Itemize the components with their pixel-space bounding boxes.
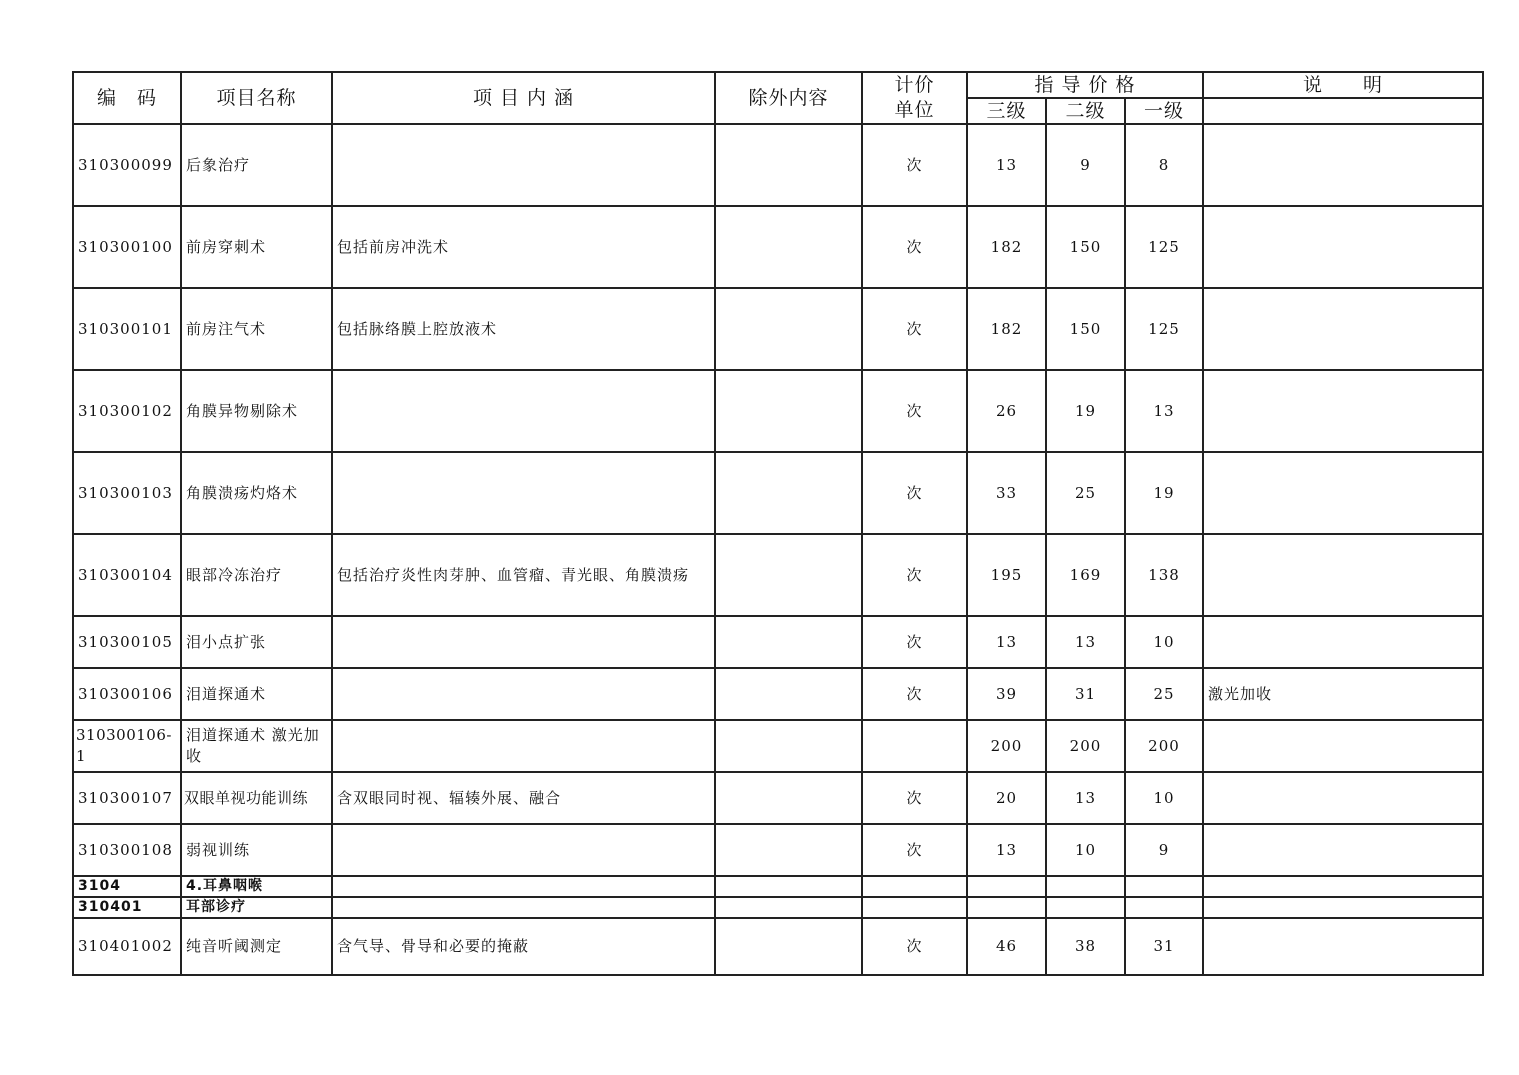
- cell-name: 前房穿刺术: [181, 206, 332, 288]
- cell-price1: 25: [1125, 668, 1203, 720]
- cell-content: [332, 720, 715, 772]
- table-row: [73, 370, 1483, 452]
- header-level2: 二级: [1046, 98, 1125, 124]
- cell-exclude: [715, 206, 862, 288]
- cell-price2: 38: [1046, 918, 1125, 975]
- cell-note: [1203, 124, 1483, 206]
- cell-price2: 19: [1046, 370, 1125, 452]
- cell-unit: 次: [862, 668, 967, 720]
- cell-price2: 13: [1046, 772, 1125, 824]
- section-row: [73, 897, 1483, 918]
- cell-name: 弱视训练: [181, 824, 332, 876]
- table-row: [73, 668, 1483, 720]
- header-price-group: 指 导 价 格: [967, 72, 1203, 98]
- cell-price2: 25: [1046, 452, 1125, 534]
- header-level3: 三级: [967, 98, 1046, 124]
- cell-name: 后象治疗: [181, 124, 332, 206]
- cell-content: 包括治疗炎性肉芽肿、血管瘤、青光眼、角膜溃疡: [332, 534, 715, 616]
- cell-content: 包括脉络膜上腔放液术: [332, 288, 715, 370]
- cell-price2: 9: [1046, 124, 1125, 206]
- table-row: [73, 918, 1483, 975]
- cell-price1: 19: [1125, 452, 1203, 534]
- cell-price2: 150: [1046, 288, 1125, 370]
- cell-unit: [862, 876, 967, 897]
- cell-name: 双眼单视功能训练: [181, 772, 332, 824]
- table-row: [73, 452, 1483, 534]
- cell-code: 310300103: [73, 452, 181, 534]
- cell-price3: 13: [967, 824, 1046, 876]
- cell-content: [332, 897, 715, 918]
- cell-code: 310300101: [73, 288, 181, 370]
- cell-code: 3104: [73, 876, 181, 897]
- cell-content: 包括前房冲洗术: [332, 206, 715, 288]
- cell-exclude: [715, 720, 862, 772]
- cell-price3: 200: [967, 720, 1046, 772]
- cell-unit: [862, 897, 967, 918]
- cell-note: [1203, 897, 1483, 918]
- cell-unit: 次: [862, 206, 967, 288]
- cell-unit: 次: [862, 534, 967, 616]
- cell-name: 泪道探通术 激光加收: [181, 720, 332, 772]
- cell-note: 激光加收: [1203, 668, 1483, 720]
- cell-price3: 39: [967, 668, 1046, 720]
- cell-price1: 125: [1125, 288, 1203, 370]
- cell-exclude: [715, 897, 862, 918]
- cell-name: 角膜溃疡灼烙术: [181, 452, 332, 534]
- cell-price2: [1046, 876, 1125, 897]
- cell-name: 4.耳鼻咽喉: [181, 876, 332, 897]
- cell-content: [332, 616, 715, 668]
- cell-note: [1203, 918, 1483, 975]
- cell-price2: 200: [1046, 720, 1125, 772]
- table-row: [73, 124, 1483, 206]
- price-table: [72, 71, 1484, 976]
- cell-price3: 13: [967, 616, 1046, 668]
- cell-code: 310300107: [73, 772, 181, 824]
- cell-name: 眼部冷冻治疗: [181, 534, 332, 616]
- cell-content: 含双眼同时视、辐辏外展、融合: [332, 772, 715, 824]
- cell-code: 310300106-1: [73, 720, 181, 772]
- cell-code: 310401002: [73, 918, 181, 975]
- cell-price1: 10: [1125, 616, 1203, 668]
- cell-name: 泪道探通术: [181, 668, 332, 720]
- cell-price1: 125: [1125, 206, 1203, 288]
- table-row: [73, 288, 1483, 370]
- cell-exclude: [715, 616, 862, 668]
- cell-note: [1203, 720, 1483, 772]
- cell-price1: 31: [1125, 918, 1203, 975]
- cell-unit: 次: [862, 824, 967, 876]
- cell-note: [1203, 772, 1483, 824]
- cell-price1: 138: [1125, 534, 1203, 616]
- cell-exclude: [715, 124, 862, 206]
- cell-price3: 182: [967, 206, 1046, 288]
- cell-unit: 次: [862, 288, 967, 370]
- cell-exclude: [715, 876, 862, 897]
- cell-exclude: [715, 288, 862, 370]
- cell-content: [332, 824, 715, 876]
- table-row: [73, 534, 1483, 616]
- cell-note: [1203, 616, 1483, 668]
- header-note: 说 明: [1203, 72, 1483, 98]
- cell-exclude: [715, 452, 862, 534]
- cell-unit: 次: [862, 370, 967, 452]
- section-row: [73, 876, 1483, 897]
- cell-price1: 200: [1125, 720, 1203, 772]
- cell-name: 角膜异物剔除术: [181, 370, 332, 452]
- cell-price3: 182: [967, 288, 1046, 370]
- cell-price1: 9: [1125, 824, 1203, 876]
- cell-unit: 次: [862, 772, 967, 824]
- cell-price3: [967, 876, 1046, 897]
- cell-code: 310300108: [73, 824, 181, 876]
- cell-price1: 8: [1125, 124, 1203, 206]
- header-name: 项目名称: [181, 72, 332, 124]
- cell-note: [1203, 288, 1483, 370]
- cell-content: [332, 668, 715, 720]
- cell-content: [332, 370, 715, 452]
- cell-price2: 13: [1046, 616, 1125, 668]
- cell-unit: [862, 720, 967, 772]
- cell-exclude: [715, 534, 862, 616]
- cell-content: [332, 124, 715, 206]
- cell-note: [1203, 876, 1483, 897]
- cell-name: 纯音听阈测定: [181, 918, 332, 975]
- table-row: [73, 206, 1483, 288]
- cell-price3: 13: [967, 124, 1046, 206]
- cell-code: 310300105: [73, 616, 181, 668]
- cell-exclude: [715, 772, 862, 824]
- cell-price1: [1125, 897, 1203, 918]
- cell-price3: 33: [967, 452, 1046, 534]
- cell-content: [332, 876, 715, 897]
- cell-code: 310300100: [73, 206, 181, 288]
- cell-price1: [1125, 876, 1203, 897]
- header-exclude: 除外内容: [715, 72, 862, 124]
- cell-code: 310300104: [73, 534, 181, 616]
- cell-unit: 次: [862, 452, 967, 534]
- cell-price1: 13: [1125, 370, 1203, 452]
- header-unit: 计价单位: [862, 72, 967, 124]
- cell-note: [1203, 452, 1483, 534]
- table-row: [73, 824, 1483, 876]
- cell-code: 310401: [73, 897, 181, 918]
- cell-price1: 10: [1125, 772, 1203, 824]
- table-row: [73, 720, 1483, 772]
- cell-price3: 26: [967, 370, 1046, 452]
- cell-unit: 次: [862, 616, 967, 668]
- cell-code: 310300106: [73, 668, 181, 720]
- table-row: [73, 616, 1483, 668]
- header-content: 项 目 内 涵: [332, 72, 715, 124]
- cell-content: 含气导、骨导和必要的掩蔽: [332, 918, 715, 975]
- cell-price2: 150: [1046, 206, 1125, 288]
- cell-note: [1203, 206, 1483, 288]
- table-row: [73, 772, 1483, 824]
- header-code: 编 码: [73, 72, 181, 124]
- cell-name: 耳部诊疗: [181, 897, 332, 918]
- header-level1: 一级: [1125, 98, 1203, 124]
- cell-exclude: [715, 668, 862, 720]
- cell-note: [1203, 534, 1483, 616]
- cell-price3: 195: [967, 534, 1046, 616]
- cell-exclude: [715, 918, 862, 975]
- cell-exclude: [715, 824, 862, 876]
- cell-note: [1203, 370, 1483, 452]
- cell-unit: 次: [862, 124, 967, 206]
- cell-code: 310300099: [73, 124, 181, 206]
- cell-name: 前房注气术: [181, 288, 332, 370]
- cell-price3: 46: [967, 918, 1046, 975]
- cell-price2: 169: [1046, 534, 1125, 616]
- cell-name: 泪小点扩张: [181, 616, 332, 668]
- cell-price3: 20: [967, 772, 1046, 824]
- header-note-sub: [1203, 98, 1483, 124]
- cell-code: 310300102: [73, 370, 181, 452]
- cell-price2: [1046, 897, 1125, 918]
- cell-price2: 31: [1046, 668, 1125, 720]
- cell-content: [332, 452, 715, 534]
- cell-note: [1203, 824, 1483, 876]
- cell-exclude: [715, 370, 862, 452]
- cell-price2: 10: [1046, 824, 1125, 876]
- cell-price3: [967, 897, 1046, 918]
- cell-unit: 次: [862, 918, 967, 975]
